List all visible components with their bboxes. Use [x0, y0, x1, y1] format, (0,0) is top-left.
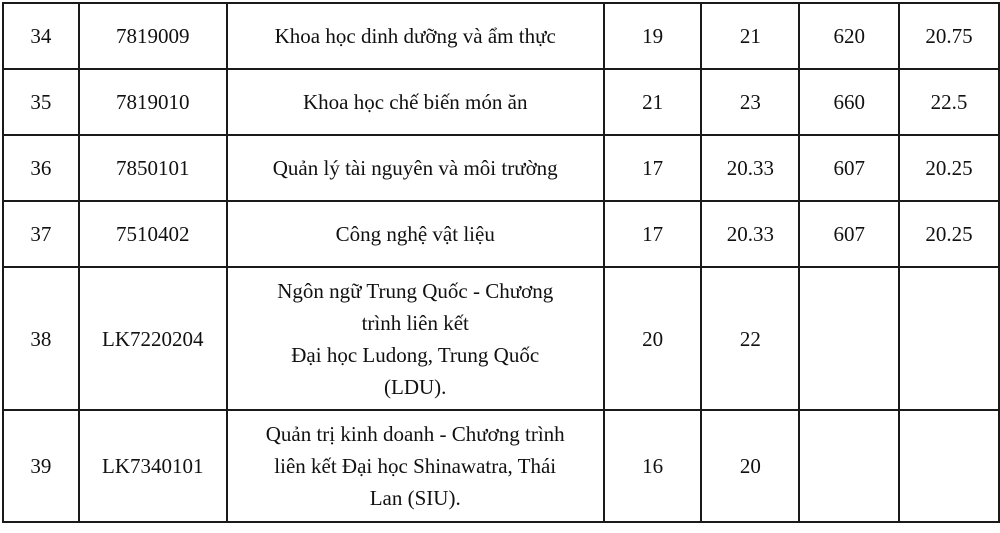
major-name: Công nghệ vật liệu — [227, 201, 604, 267]
admission-scores-table — [2, 2, 1000, 523]
score-cell: 607 — [799, 135, 899, 201]
major-code: LK7220204 — [79, 267, 227, 410]
score-cell — [899, 267, 999, 410]
score-cell: 23 — [701, 69, 799, 135]
score-cell: 22 — [701, 267, 799, 410]
table-row — [3, 135, 999, 201]
major-name-line: liên kết Đại học Shinawatra, Thái — [274, 454, 557, 478]
score-cell: 620 — [799, 3, 899, 69]
table-row — [3, 201, 999, 267]
major-name-line: Đại học Ludong, Trung Quốc — [291, 342, 540, 367]
major-name-line: trình liên kết — [361, 310, 469, 335]
score-cell: 20.25 — [899, 135, 999, 201]
major-code: 7819010 — [79, 69, 227, 135]
major-name — [227, 410, 604, 522]
major-code: LK7340101 — [79, 410, 227, 522]
major-name-line: Lan (SIU). — [369, 486, 461, 510]
major-name-line: (LDU). — [384, 374, 447, 399]
score-cell — [799, 410, 899, 522]
major-name-line: Quản trị kinh doanh - Chương trình — [265, 422, 565, 446]
major-code: 7850101 — [79, 135, 227, 201]
table-row — [3, 267, 999, 410]
table-row — [3, 3, 999, 69]
score-cell: 19 — [604, 3, 702, 69]
row-number: 38 — [3, 267, 79, 410]
row-number: 36 — [3, 135, 79, 201]
major-name-line: Ngôn ngữ Trung Quốc - Chương — [277, 278, 554, 303]
score-cell — [899, 410, 999, 522]
score-cell: 21 — [701, 3, 799, 69]
score-cell: 607 — [799, 201, 899, 267]
row-number: 35 — [3, 69, 79, 135]
score-cell: 20.25 — [899, 201, 999, 267]
score-cell: 16 — [604, 410, 702, 522]
table-row — [3, 69, 999, 135]
score-cell: 17 — [604, 135, 702, 201]
major-name — [227, 267, 604, 410]
major-code: 7819009 — [79, 3, 227, 69]
row-number: 39 — [3, 410, 79, 522]
major-name: Khoa học chế biến món ăn — [227, 69, 604, 135]
score-cell: 22.5 — [899, 69, 999, 135]
score-cell: 20 — [701, 410, 799, 522]
score-cell: 17 — [604, 201, 702, 267]
row-number: 34 — [3, 3, 79, 69]
score-cell: 660 — [799, 69, 899, 135]
table-row — [3, 410, 999, 522]
score-cell: 20.33 — [701, 135, 799, 201]
major-name: Quản lý tài nguyên và môi trường — [227, 135, 604, 201]
score-cell: 20.75 — [899, 3, 999, 69]
score-cell: 20.33 — [701, 201, 799, 267]
major-code: 7510402 — [79, 201, 227, 267]
score-cell — [799, 267, 899, 410]
score-cell: 20 — [604, 267, 702, 410]
row-number: 37 — [3, 201, 79, 267]
major-name: Khoa học dinh dưỡng và ẩm thực — [227, 3, 604, 69]
score-cell: 21 — [604, 69, 702, 135]
